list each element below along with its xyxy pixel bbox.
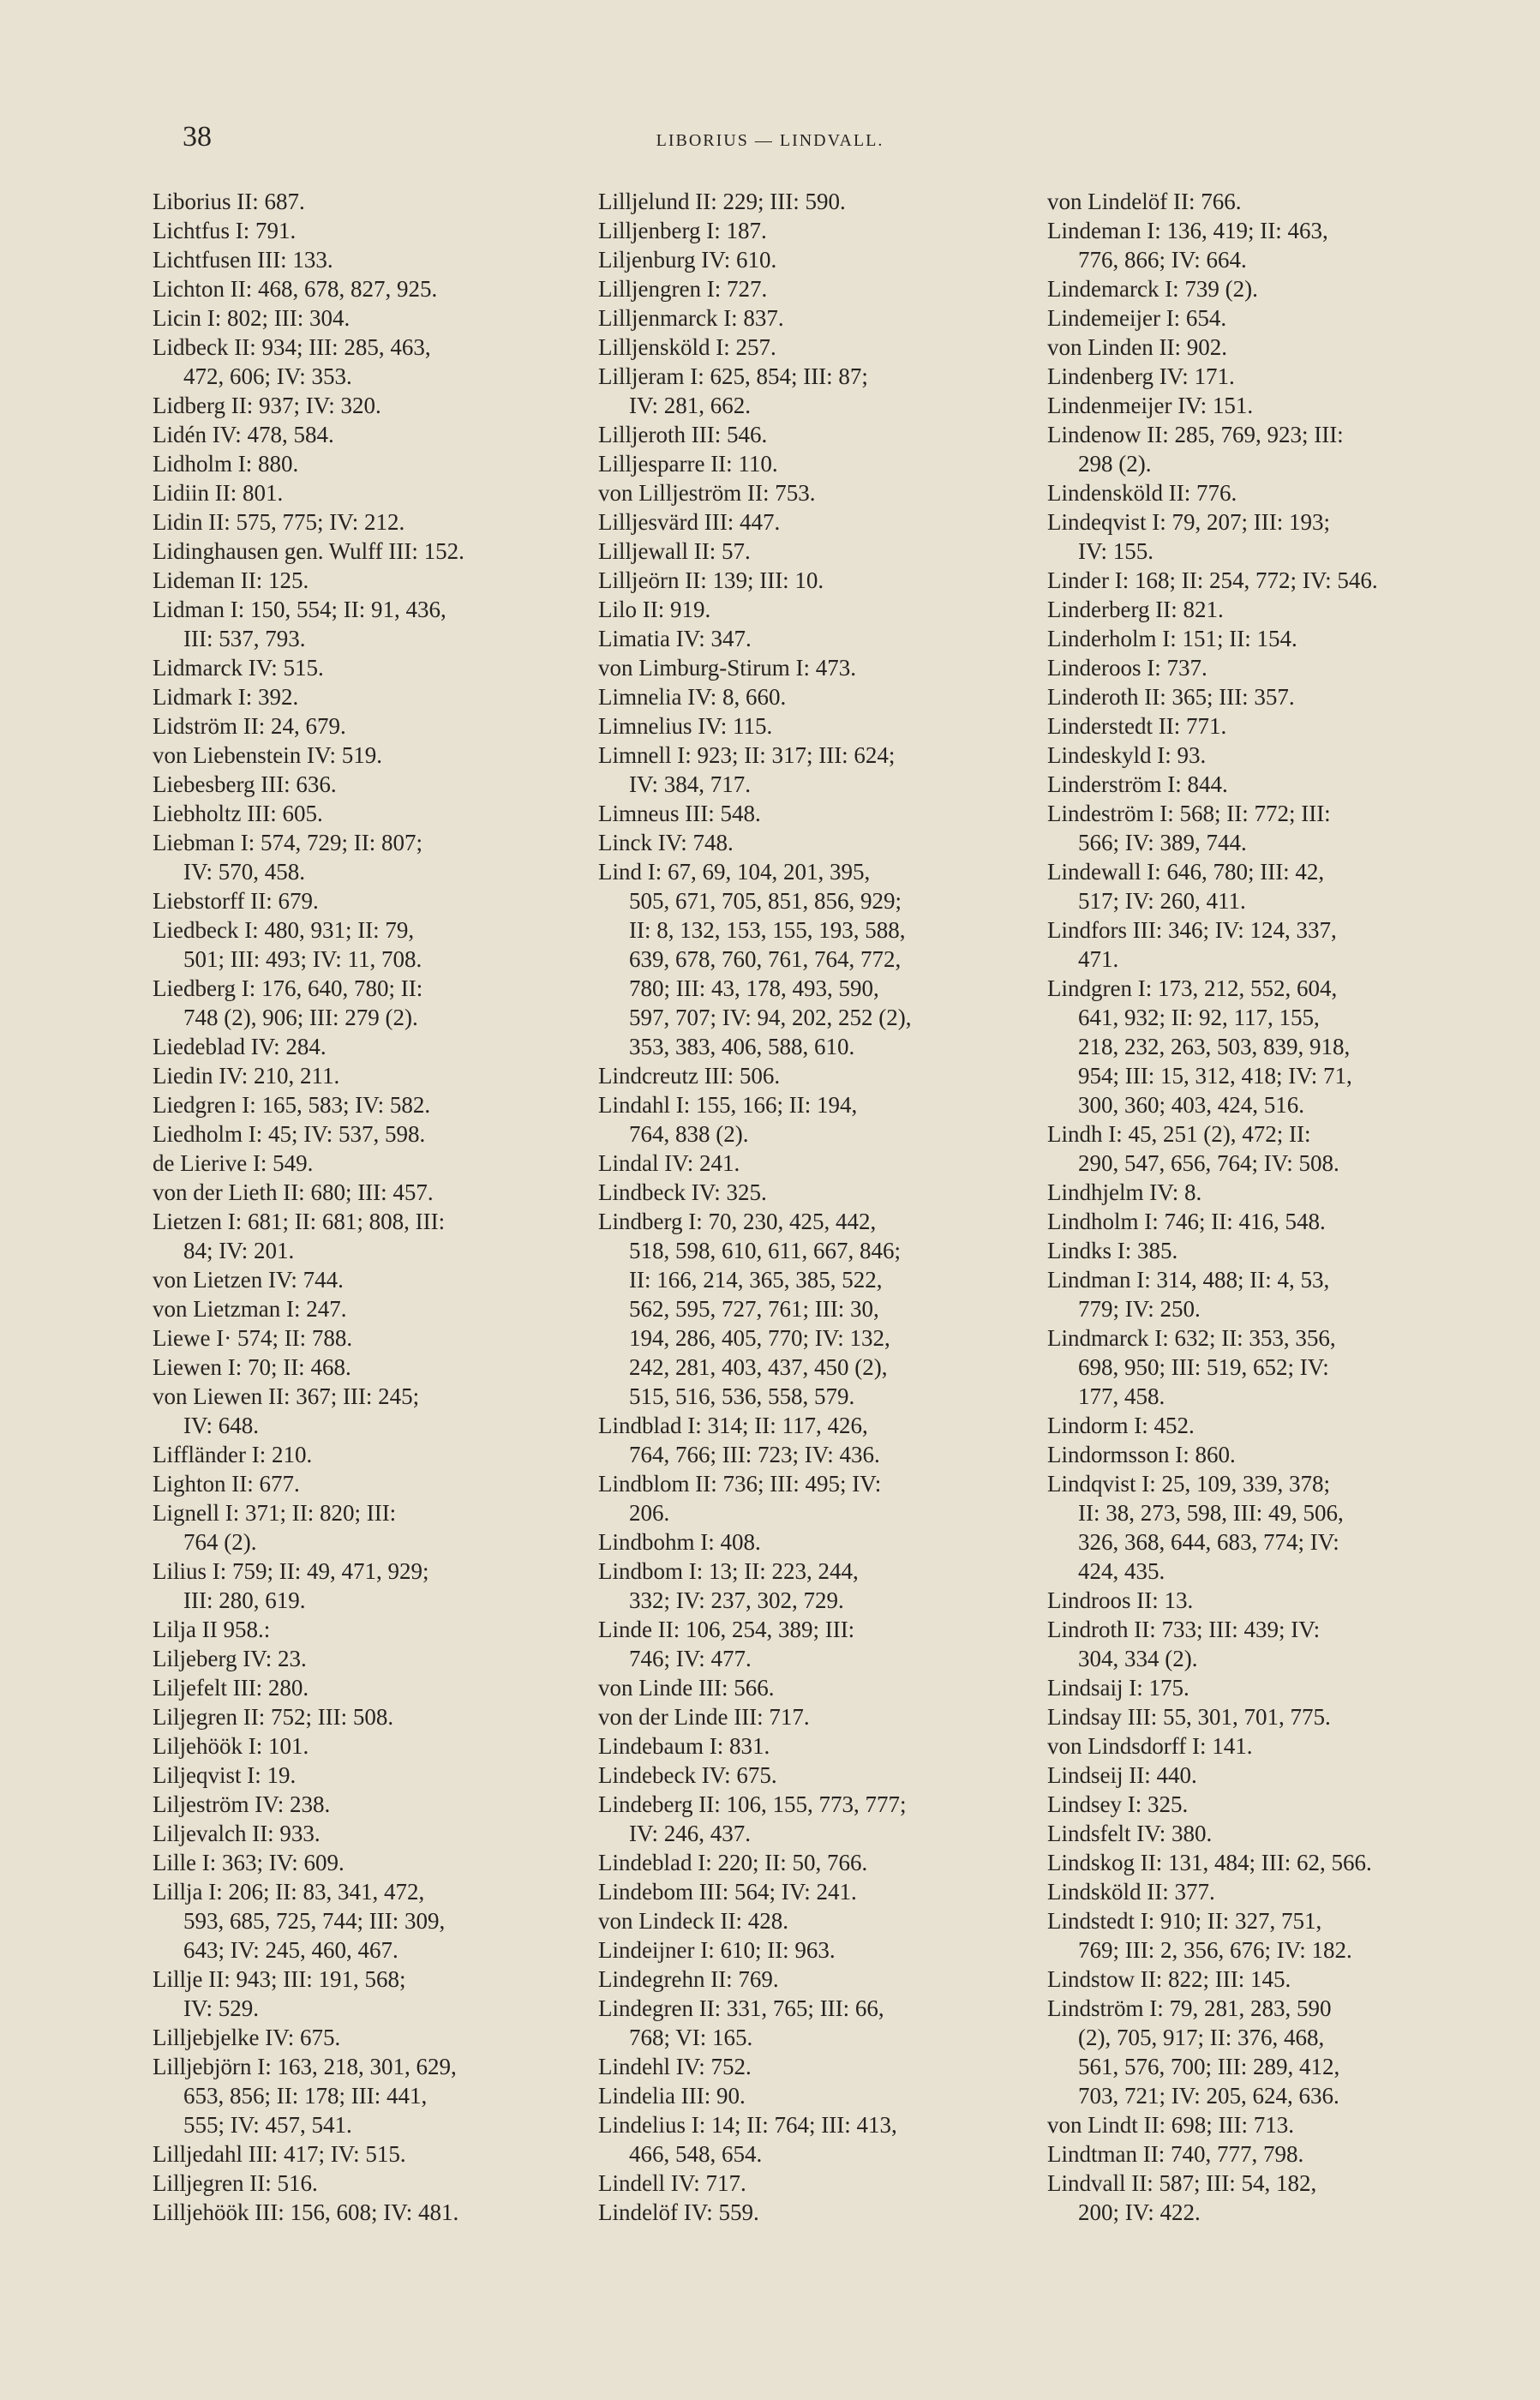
index-entry: Lindroos II: 13. (1047, 1587, 1194, 1613)
index-entry: Lindemeijer I: 654. (1047, 305, 1227, 331)
index-entry: Linderström I: 844. (1047, 771, 1228, 797)
index-entry: Lilljenmarck I: 837. (598, 305, 784, 331)
index-entry: Lilljegren II: 516. (153, 2170, 318, 2196)
index-entry-continuation: IV: 246, 437. (629, 1821, 751, 1846)
index-entry: Lideman II: 125. (153, 567, 309, 593)
index-entry: von Lietzen IV: 744. (153, 1267, 344, 1293)
index-entry: Liljehöök I: 101. (153, 1733, 309, 1759)
index-entry: Liljenburg IV: 610. (598, 247, 777, 273)
index-entry: Lindtman II: 740, 777, 798. (1047, 2141, 1304, 2167)
index-entry-continuation: 206. (629, 1500, 670, 1526)
index-entry: Lindemarck I: 739 (2). (1047, 276, 1258, 302)
index-entry: Lidman I: 150, 554; II: 91, 436, (153, 597, 446, 622)
index-entry: Lindbeck IV: 325. (598, 1179, 767, 1205)
index-entry-continuation: 954; III: 15, 312, 418; IV: 71, (1078, 1063, 1352, 1089)
index-entry: Liebholtz III: 605. (153, 801, 323, 826)
index-entry-continuation: IV: 529. (183, 1995, 259, 2021)
index-entry-continuation: 641, 932; II: 92, 117, 155, (1078, 1005, 1320, 1030)
index-entry: von Lietzman I: 247. (153, 1296, 347, 1322)
index-entry: Lindenmeijer IV: 151. (1047, 393, 1254, 418)
index-entry-continuation: 746; IV: 477. (629, 1646, 752, 1671)
index-entry-continuation: 326, 368, 644, 683, 774; IV: (1078, 1529, 1339, 1555)
index-entry: Liedeblad IV: 284. (153, 1034, 327, 1059)
index-entry-continuation: 653, 856; II: 178; III: 441, (183, 2083, 428, 2109)
index-entry: von Limburg-Stirum I: 473. (598, 655, 856, 681)
index-entry: Lilljehöök III: 156, 608; IV: 481. (153, 2199, 459, 2225)
page-number: 38 (183, 121, 212, 153)
index-entry: Lilljesparre II: 110. (598, 451, 778, 477)
index-entry: Linck IV: 748. (598, 830, 734, 855)
index-entry-continuation: 643; IV: 245, 460, 467. (183, 1937, 398, 1963)
index-entry-continuation: III: 537, 793. (183, 626, 306, 651)
index-entry: Lindstedt I: 910; II: 327, 751, (1047, 1908, 1322, 1934)
index-entry: Lilljewall II: 57. (598, 538, 751, 564)
index-entry-continuation: 332; IV: 237, 302, 729. (629, 1587, 844, 1613)
index-entry-continuation: 194, 286, 405, 770; IV: 132, (629, 1325, 890, 1351)
index-entry: Lindebaum I: 831. (598, 1733, 770, 1759)
index-entry: Lichton II: 468, 678, 827, 925. (153, 276, 438, 302)
index-entry: Lindsköld II: 377. (1047, 1879, 1215, 1905)
index-entry: Linderoos I: 737. (1047, 655, 1207, 681)
index-entry: von Lindeck II: 428. (598, 1908, 788, 1934)
index-entry: de Lierive I: 549. (153, 1150, 314, 1176)
index-entry-continuation: 177, 458. (1078, 1383, 1165, 1409)
index-entry: Lilljebjelke IV: 675. (153, 2025, 341, 2050)
index-entry-continuation: 593, 685, 725, 744; III: 309, (183, 1908, 446, 1934)
index-entry: Lindegren II: 331, 765; III: 66, (598, 1995, 884, 2021)
index-entry-continuation: 298 (2). (1078, 451, 1152, 477)
index-entry-continuation: 555; IV: 457, 541. (183, 2112, 352, 2138)
index-entry: Lidberg II: 937; IV: 320. (153, 393, 381, 418)
index-column-3 (1047, 187, 1476, 2227)
index-entry: Lilljelund II: 229; III: 590. (598, 189, 846, 214)
index-entry: Lindsay III: 55, 301, 701, 775. (1047, 1704, 1331, 1730)
index-entry-continuation: 597, 707; IV: 94, 202, 252 (2), (629, 1005, 912, 1030)
index-entry: Lillje II: 943; III: 191, 568; (153, 1966, 406, 1992)
index-entry: Lindman I: 314, 488; II: 4, 53, (1047, 1267, 1330, 1293)
index-entry-continuation: 779; IV: 250. (1078, 1296, 1201, 1322)
index-entry: Lille I: 363; IV: 609. (153, 1850, 345, 1875)
index-entry: von Liebenstein IV: 519. (153, 742, 382, 768)
index-entry: Lindeström I: 568; II: 772; III: (1047, 801, 1331, 826)
index-entry: Lidmarck IV: 515. (153, 655, 324, 681)
index-entry: Lidholm I: 880. (153, 451, 299, 477)
index-entry: Limnelius IV: 115. (598, 713, 773, 739)
index-entry-continuation: 466, 548, 654. (629, 2141, 763, 2167)
index-entry-continuation: 304, 334 (2). (1078, 1646, 1198, 1671)
index-entry: Liedgren I: 165, 583; IV: 582. (153, 1092, 431, 1118)
index-entry: Lindeberg II: 106, 155, 773, 777; (598, 1791, 907, 1817)
index-entry-continuation: 764, 766; III: 723; IV: 436. (629, 1442, 880, 1467)
index-entry: Lilljenberg I: 187. (598, 218, 767, 243)
index-entry: Limneus III: 548. (598, 801, 761, 826)
index-entry: Lindmarck I: 632; II: 353, 356, (1047, 1325, 1336, 1351)
index-entry-continuation: III: 280, 619. (183, 1587, 306, 1613)
index-entry: Liedholm I: 45; IV: 537, 598. (153, 1121, 426, 1147)
index-entry: Lindblad I: 314; II: 117, 426, (598, 1413, 868, 1438)
index-entry-continuation: 517; IV: 260, 411. (1078, 888, 1246, 914)
index-entry: Lind I: 67, 69, 104, 201, 395, (598, 859, 871, 885)
index-entry: Lindblom II: 736; III: 495; IV: (598, 1471, 882, 1497)
index-entry: Lindbohm I: 408. (598, 1529, 761, 1555)
index-entry-continuation: 764 (2). (183, 1529, 257, 1555)
index-entry: Lidbeck II: 934; III: 285, 463, (153, 334, 431, 360)
index-entry: Lidinghausen gen. Wulff III: 152. (153, 538, 464, 564)
index-entry: Lindh I: 45, 251 (2), 472; II: (1047, 1121, 1311, 1147)
index-entry-continuation: 472, 606; IV: 353. (183, 363, 352, 389)
index-entry: Lindelia III: 90. (598, 2083, 746, 2109)
index-entry: Lindstow II: 822; III: 145. (1047, 1966, 1291, 1992)
index-entry: Liljeberg IV: 23. (153, 1646, 307, 1671)
index-entry: Linderberg II: 821. (1047, 597, 1224, 622)
index-entry: Lindsey I: 325. (1047, 1791, 1189, 1817)
index-entry: Lindenow II: 285, 769, 923; III: (1047, 422, 1344, 447)
index-entry: Lighton II: 677. (153, 1471, 300, 1497)
index-entry: von Linde III: 566. (598, 1675, 775, 1701)
index-entry: Lignell I: 371; II: 820; III: (153, 1500, 397, 1526)
index-entry: Liewen I: 70; II: 468. (153, 1354, 351, 1380)
index-entry: Lilljeram I: 625, 854; III: 87; (598, 363, 868, 389)
index-column-2 (598, 187, 1027, 2227)
index-entry: von Liewen II: 367; III: 245; (153, 1383, 420, 1409)
index-entry-continuation: II: 8, 132, 153, 155, 193, 588, (629, 917, 906, 943)
index-entry: von Lilljeström II: 753. (598, 480, 816, 506)
index-entry: Lindahl I: 155, 166; II: 194, (598, 1092, 858, 1118)
index-entry: Lindeman I: 136, 419; II: 463, (1047, 218, 1328, 243)
index-entry: Lindelius I: 14; II: 764; III: 413, (598, 2112, 897, 2138)
index-column-1 (153, 187, 581, 2227)
index-entry: Linde II: 106, 254, 389; III: (598, 1617, 855, 1642)
index-entry-continuation: 764, 838 (2). (629, 1121, 749, 1147)
index-entry: Liebesberg III: 636. (153, 771, 337, 797)
index-entry: Liebman I: 574, 729; II: 807; (153, 830, 422, 855)
index-entry-continuation: 290, 547, 656, 764; IV: 508. (1078, 1150, 1339, 1176)
index-entry: Lidin II: 575, 775; IV: 212. (153, 509, 405, 535)
index-entry: Lindroth II: 733; III: 439; IV: (1047, 1617, 1321, 1642)
index-entry: Lindström I: 79, 281, 283, 590 (1047, 1995, 1332, 2021)
index-entry: Lilja II 958.: (153, 1617, 271, 1642)
running-head: LIBORIUS — LINDVALL. (656, 131, 884, 150)
index-entry: Lindeblad I: 220; II: 50, 766. (598, 1850, 868, 1875)
index-entry: Lindenberg IV: 171. (1047, 363, 1235, 389)
index-entry: Lilljeörn II: 139; III: 10. (598, 567, 824, 593)
index-entry: Lindbom I: 13; II: 223, 244, (598, 1558, 859, 1584)
index-entry: Lidén IV: 478, 584. (153, 422, 334, 447)
index-entry: Lindormsson I: 860. (1047, 1442, 1236, 1467)
index-entry: Liljegren II: 752; III: 508. (153, 1704, 394, 1730)
index-entry: Liljeström IV: 238. (153, 1791, 331, 1817)
index-entry: Lindeskyld I: 93. (1047, 742, 1207, 768)
index-entry-continuation: IV: 281, 662. (629, 393, 751, 418)
index-entry: Lichtfusen III: 133. (153, 247, 333, 273)
index-entry: Lindvall II: 587; III: 54, 182, (1047, 2170, 1317, 2196)
index-entry: Lindegrehn II: 769. (598, 1966, 779, 1992)
index-entry: Liebstorff II: 679. (153, 888, 319, 914)
index-entry: Lindeijner I: 610; II: 963. (598, 1937, 836, 1963)
index-entry-continuation: 200; IV: 422. (1078, 2199, 1201, 2225)
index-entry: Lindskog II: 131, 484; III: 62, 566. (1047, 1850, 1372, 1875)
index-entry: Lindebom III: 564; IV: 241. (598, 1879, 857, 1905)
index-entry: Lilljebjörn I: 163, 218, 301, 629, (153, 2054, 457, 2079)
index-entry: Linderoth II: 365; III: 357. (1047, 684, 1295, 710)
index-entry: Lietzen I: 681; II: 681; 808, III: (153, 1209, 446, 1234)
index-entry-continuation: II: 38, 273, 598, III: 49, 506, (1078, 1500, 1344, 1526)
index-entry: Liffländer I: 210. (153, 1442, 313, 1467)
index-entry: Lilljensköld I: 257. (598, 334, 776, 360)
index-entry: Lidmark I: 392. (153, 684, 299, 710)
index-entry: Linderholm I: 151; II: 154. (1047, 626, 1297, 651)
index-entry: Linderstedt II: 771. (1047, 713, 1227, 739)
index-entry: Lindewall I: 646, 780; III: 42, (1047, 859, 1325, 885)
index-entry-continuation: 505, 671, 705, 851, 856, 929; (629, 888, 902, 914)
index-entry: Liljeqvist I: 19. (153, 1762, 297, 1788)
index-entry-continuation: 698, 950; III: 519, 652; IV: (1078, 1354, 1329, 1380)
index-entry-continuation: 518, 598, 610, 611, 667, 846; (629, 1238, 901, 1263)
index-entry: Lindgren I: 173, 212, 552, 604, (1047, 975, 1338, 1001)
index-entry-continuation: 703, 721; IV: 205, 624, 636. (1078, 2083, 1339, 2109)
index-entry: von der Linde III: 717. (598, 1704, 810, 1730)
index-entry: Lindebeck IV: 675. (598, 1762, 777, 1788)
index-entry: Lindks I: 385. (1047, 1238, 1178, 1263)
index-entry-continuation: 768; VI: 165. (629, 2025, 753, 2050)
index-entry: Lilius I: 759; II: 49, 471, 929; (153, 1558, 429, 1584)
index-entry: Lillja I: 206; II: 83, 341, 472, (153, 1879, 425, 1905)
index-entry: Lindensköld II: 776. (1047, 480, 1237, 506)
index-entry-continuation: 353, 383, 406, 588, 610. (629, 1034, 855, 1059)
index-entry: Lindqvist I: 25, 109, 339, 378; (1047, 1471, 1330, 1497)
index-entry-continuation: 515, 516, 536, 558, 579. (629, 1383, 855, 1409)
index-entry-continuation: 84; IV: 201. (183, 1238, 295, 1263)
index-entry: Lindseij II: 440. (1047, 1762, 1197, 1788)
index-entry: Liewe I· 574; II: 788. (153, 1325, 353, 1351)
index-entry: von Linden II: 902. (1047, 334, 1227, 360)
index-entry: Liedin IV: 210, 211. (153, 1063, 340, 1089)
index-entry-continuation: 471. (1078, 946, 1119, 972)
index-entry: Lindelöf IV: 559. (598, 2199, 759, 2225)
index-entry: Lindehl IV: 752. (598, 2054, 752, 2079)
index-entry: Liljevalch II: 933. (153, 1821, 321, 1846)
index-entry: Liedbeck I: 480, 931; II: 79, (153, 917, 415, 943)
index-entry-continuation: 639, 678, 760, 761, 764, 772, (629, 946, 902, 972)
index-entry: Lidiin II: 801. (153, 480, 284, 506)
index-entry: Limatia IV: 347. (598, 626, 752, 651)
index-entry: Linder I: 168; II: 254, 772; IV: 546. (1047, 567, 1378, 593)
index-entry: Lichtfus I: 791. (153, 218, 297, 243)
index-entry: Lilljengren I: 727. (598, 276, 768, 302)
index-entry: Lindberg I: 70, 230, 425, 442, (598, 1209, 877, 1234)
index-entry-continuation: 300, 360; 403, 424, 516. (1078, 1092, 1305, 1118)
index-entry: von Lindt II: 698; III: 713. (1047, 2112, 1294, 2138)
index-entry-continuation: 242, 281, 403, 437, 450 (2), (629, 1354, 888, 1380)
index-entry: Lilljeroth III: 546. (598, 422, 768, 447)
index-entry: Lidström II: 24, 679. (153, 713, 346, 739)
index-entry: Limnelia IV: 8, 660. (598, 684, 787, 710)
index-entry-continuation: IV: 570, 458. (183, 859, 305, 885)
index-entry: Lilljesvärd III: 447. (598, 509, 781, 535)
index-entry: von Lindsdorff I: 141. (1047, 1733, 1253, 1759)
index-entry: von der Lieth II: 680; III: 457. (153, 1179, 434, 1205)
index-entry-continuation: 501; III: 493; IV: 11, 708. (183, 946, 422, 972)
index-entry: Lindfors III: 346; IV: 124, 337, (1047, 917, 1337, 943)
index-entry-continuation: 424, 435. (1078, 1558, 1165, 1584)
index-entry-continuation: 748 (2), 906; III: 279 (2). (183, 1005, 418, 1030)
index-entry: Lindeqvist I: 79, 207; III: 193; (1047, 509, 1330, 535)
index-entry-continuation: 776, 866; IV: 664. (1078, 247, 1247, 273)
index-entry-continuation: 218, 232, 263, 503, 839, 918, (1078, 1034, 1351, 1059)
index-entry: Liedberg I: 176, 640, 780; II: (153, 975, 423, 1001)
index-entry: Lindal IV: 241. (598, 1150, 740, 1176)
index-entry: Limnell I: 923; II: 317; III: 624; (598, 742, 896, 768)
index-entry: Lindsaij I: 175. (1047, 1675, 1189, 1701)
index-entry: Liborius II: 687. (153, 189, 305, 214)
index-entry: Lindhjelm IV: 8. (1047, 1179, 1202, 1205)
index-entry-continuation: IV: 384, 717. (629, 771, 751, 797)
index-entry: Lindholm I: 746; II: 416, 548. (1047, 1209, 1326, 1234)
index-entry-continuation: II: 166, 214, 365, 385, 522, (629, 1267, 883, 1293)
index-entry: Lilo II: 919. (598, 597, 711, 622)
index-entry: Lindell IV: 717. (598, 2170, 746, 2196)
index-entry: Lindorm I: 452. (1047, 1413, 1195, 1438)
index-entry: von Lindelöf II: 766. (1047, 189, 1242, 214)
page-header (0, 120, 1540, 154)
index-entry: Lilljedahl III: 417; IV: 515. (153, 2141, 406, 2167)
index-entry-continuation: IV: 648. (183, 1413, 259, 1438)
index-entry-continuation: IV: 155. (1078, 538, 1154, 564)
index-entry-continuation: (2), 705, 917; II: 376, 468, (1078, 2025, 1325, 2050)
index-entry: Lindcreutz III: 506. (598, 1063, 781, 1089)
index-entry-continuation: 780; III: 43, 178, 493, 590, (629, 975, 879, 1001)
index-entry-continuation: 561, 576, 700; III: 289, 412, (1078, 2054, 1340, 2079)
index-entry-continuation: 562, 595, 727, 761; III: 30, (629, 1296, 879, 1322)
index-entry-continuation: 769; III: 2, 356, 676; IV: 182. (1078, 1937, 1352, 1963)
index-entry: Liljefelt III: 280. (153, 1675, 309, 1701)
index-entry: Licin I: 802; III: 304. (153, 305, 351, 331)
index-entry: Lindsfelt IV: 380. (1047, 1821, 1213, 1846)
index-entry-continuation: 566; IV: 389, 744. (1078, 830, 1247, 855)
